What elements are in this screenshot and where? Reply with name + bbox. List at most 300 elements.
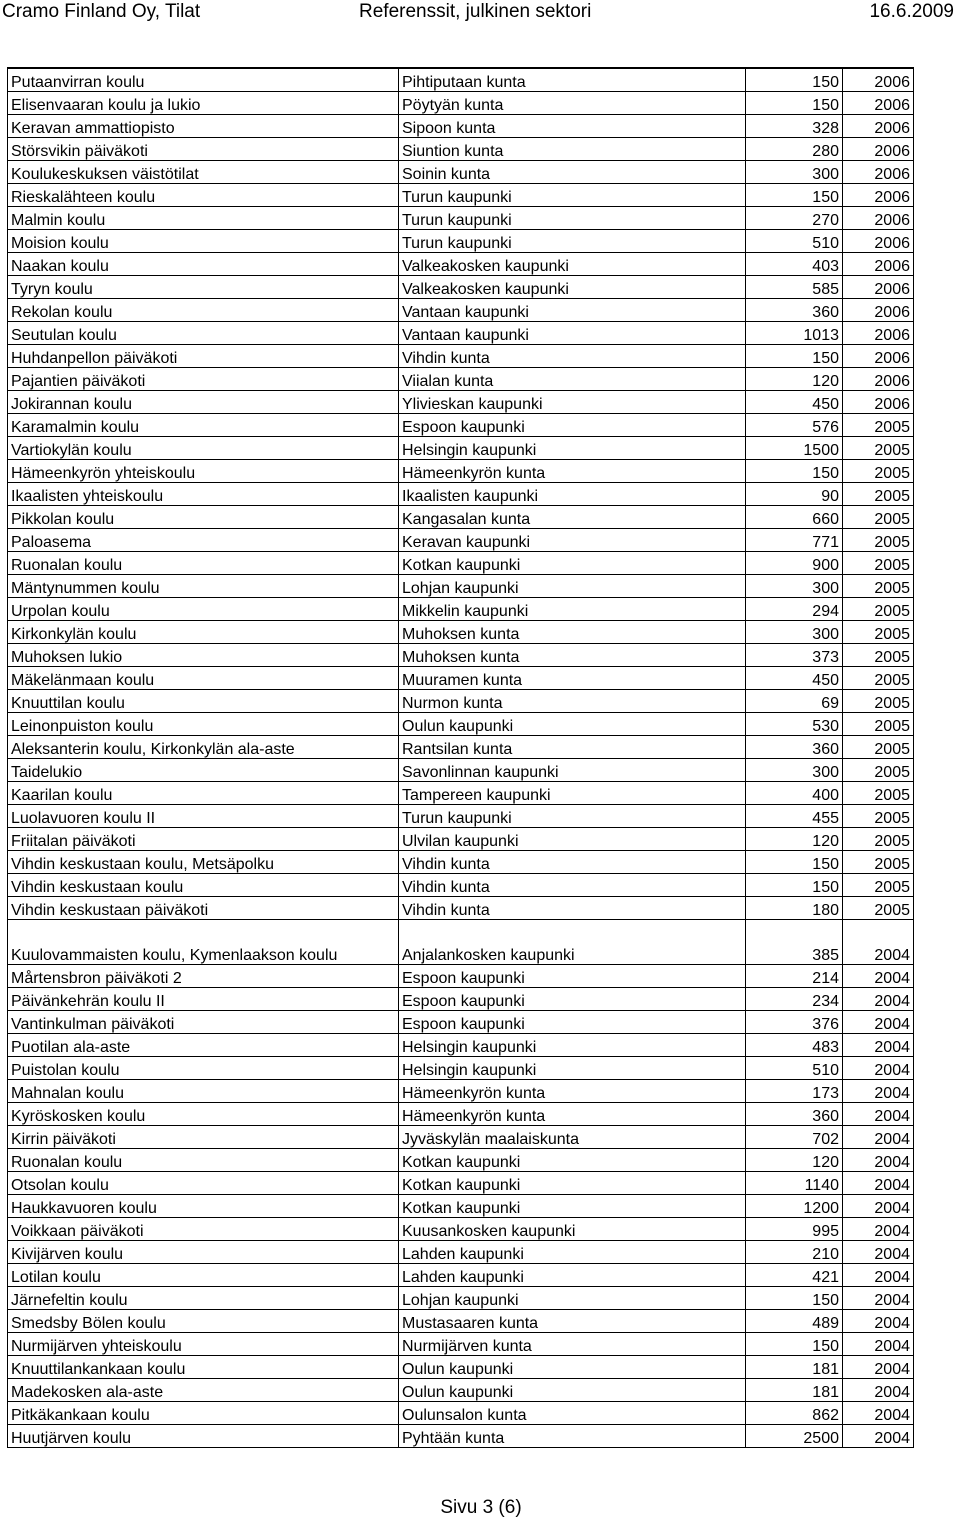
- size-cell: 510: [746, 1057, 843, 1080]
- size-cell: 1013: [746, 322, 843, 345]
- client-cell: Tampereen kaupunki: [399, 782, 746, 805]
- size-cell: 150: [746, 1287, 843, 1310]
- project-name-cell: Vihdin keskustaan koulu: [8, 874, 399, 897]
- client-cell: Helsingin kaupunki: [399, 437, 746, 460]
- client-cell: Turun kaupunki: [399, 207, 746, 230]
- table-row: [8, 690, 914, 713]
- year-cell: 2005: [843, 552, 914, 575]
- year-cell: 2004: [843, 1356, 914, 1379]
- table-row: [8, 1034, 914, 1057]
- size-cell: 180: [746, 897, 843, 920]
- year-cell: 2004: [843, 988, 914, 1011]
- year-cell: 2005: [843, 644, 914, 667]
- year-cell: 2004: [843, 1149, 914, 1172]
- client-cell: Espoon kaupunki: [399, 988, 746, 1011]
- client-cell: Sipoon kunta: [399, 115, 746, 138]
- year-cell: 2005: [843, 460, 914, 483]
- client-cell: Oulun kaupunki: [399, 1356, 746, 1379]
- size-cell: 1140: [746, 1172, 843, 1195]
- table-row: [8, 874, 914, 897]
- size-cell: 150: [746, 92, 843, 115]
- table-row: [8, 1172, 914, 1195]
- client-cell: Valkeakosken kaupunki: [399, 253, 746, 276]
- page-number: Sivu 3 (6): [440, 1497, 522, 1518]
- size-cell: 2500: [746, 1425, 843, 1448]
- size-cell: 120: [746, 368, 843, 391]
- year-cell: 2004: [843, 1103, 914, 1126]
- year-cell: 2006: [843, 115, 914, 138]
- size-cell: 294: [746, 598, 843, 621]
- table-row: [8, 828, 914, 851]
- size-cell: 660: [746, 506, 843, 529]
- client-cell: Vihdin kunta: [399, 345, 746, 368]
- size-cell: 995: [746, 1218, 843, 1241]
- project-name-cell: Nurmijärven yhteiskoulu: [8, 1333, 399, 1356]
- size-cell: 450: [746, 667, 843, 690]
- client-cell: Kotkan kaupunki: [399, 1195, 746, 1218]
- project-name-cell: Lotilan koulu: [8, 1264, 399, 1287]
- project-name-cell: Pajantien päiväkoti: [8, 368, 399, 391]
- size-cell: 270: [746, 207, 843, 230]
- project-name-cell: Vantinkulman päiväkoti: [8, 1011, 399, 1034]
- project-name-cell: Kyröskosken koulu: [8, 1103, 399, 1126]
- header-date: 16.6.2009: [869, 1, 954, 22]
- size-cell: 373: [746, 644, 843, 667]
- client-cell: Helsingin kaupunki: [399, 1057, 746, 1080]
- project-name-cell: Friitalan päiväkoti: [8, 828, 399, 851]
- size-cell: 280: [746, 138, 843, 161]
- size-cell: 403: [746, 253, 843, 276]
- table-row: [8, 1080, 914, 1103]
- size-cell: 234: [746, 988, 843, 1011]
- size-cell: 360: [746, 1103, 843, 1126]
- client-cell: Pihtiputaan kunta: [399, 68, 746, 92]
- client-cell: Lahden kaupunki: [399, 1241, 746, 1264]
- table-row: [8, 184, 914, 207]
- client-cell: Vantaan kaupunki: [399, 322, 746, 345]
- client-cell: Espoon kaupunki: [399, 965, 746, 988]
- year-cell: 2006: [843, 345, 914, 368]
- size-cell: 483: [746, 1034, 843, 1057]
- table-row: [8, 759, 914, 782]
- client-cell: Muuramen kunta: [399, 667, 746, 690]
- size-cell: 210: [746, 1241, 843, 1264]
- size-cell: 489: [746, 1310, 843, 1333]
- header-section: Referenssit, julkinen sektori: [359, 1, 592, 22]
- year-cell: 2004: [843, 1057, 914, 1080]
- table-row: [8, 414, 914, 437]
- project-name-cell: Pitkäkankaan koulu: [8, 1402, 399, 1425]
- table-row: [8, 230, 914, 253]
- size-cell: 450: [746, 391, 843, 414]
- size-cell: 150: [746, 874, 843, 897]
- client-cell: Kangasalan kunta: [399, 506, 746, 529]
- project-name-cell: Leinonpuiston koulu: [8, 713, 399, 736]
- client-cell: Pöytyän kunta: [399, 92, 746, 115]
- table-row: [8, 1218, 914, 1241]
- client-cell: Mustasaaren kunta: [399, 1310, 746, 1333]
- table-row: [8, 345, 914, 368]
- size-cell: 530: [746, 713, 843, 736]
- year-cell: 2004: [843, 1034, 914, 1057]
- year-cell: 2004: [843, 1402, 914, 1425]
- year-cell: 2004: [843, 1425, 914, 1448]
- year-cell: 2005: [843, 667, 914, 690]
- client-cell: Kotkan kaupunki: [399, 552, 746, 575]
- project-name-cell: Huutjärven koulu: [8, 1425, 399, 1448]
- year-cell: 2005: [843, 437, 914, 460]
- project-name-cell: Mahnalan koulu: [8, 1080, 399, 1103]
- year-cell: 2005: [843, 506, 914, 529]
- project-name-cell: Muhoksen lukio: [8, 644, 399, 667]
- size-cell: 455: [746, 805, 843, 828]
- client-cell: Oulun kaupunki: [399, 713, 746, 736]
- table-row: [8, 1356, 914, 1379]
- table-row: [8, 368, 914, 391]
- size-cell: 173: [746, 1080, 843, 1103]
- client-cell: Kotkan kaupunki: [399, 1149, 746, 1172]
- table-row: [8, 736, 914, 759]
- project-name-cell: Madekosken ala-aste: [8, 1379, 399, 1402]
- project-name-cell: Jokirannan koulu: [8, 391, 399, 414]
- project-name-cell: Pikkolan koulu: [8, 506, 399, 529]
- project-name-cell: Kirrin päiväkoti: [8, 1126, 399, 1149]
- client-cell: Lohjan kaupunki: [399, 1287, 746, 1310]
- year-cell: 2006: [843, 253, 914, 276]
- size-cell: 385: [746, 920, 843, 965]
- client-cell: Savonlinnan kaupunki: [399, 759, 746, 782]
- year-cell: 2004: [843, 1310, 914, 1333]
- table-row: [8, 598, 914, 621]
- size-cell: 510: [746, 230, 843, 253]
- size-cell: 585: [746, 276, 843, 299]
- size-cell: 69: [746, 690, 843, 713]
- table-row: [8, 805, 914, 828]
- page-footer: [0, 1497, 960, 1519]
- table-row: [8, 1333, 914, 1356]
- year-cell: 2005: [843, 690, 914, 713]
- year-cell: 2005: [843, 736, 914, 759]
- project-name-cell: Paloasema: [8, 529, 399, 552]
- client-cell: Nurmijärven kunta: [399, 1333, 746, 1356]
- project-name-cell: Ruonalan koulu: [8, 552, 399, 575]
- client-cell: Jyväskylän maalaiskunta: [399, 1126, 746, 1149]
- table-row: [8, 161, 914, 184]
- table-row: [8, 920, 914, 965]
- project-name-cell: Naakan koulu: [8, 253, 399, 276]
- table-row: [8, 667, 914, 690]
- reference-table: [7, 67, 914, 1448]
- year-cell: 2004: [843, 920, 914, 965]
- client-cell: Espoon kaupunki: [399, 414, 746, 437]
- client-cell: Pyhtään kunta: [399, 1425, 746, 1448]
- client-cell: Anjalankosken kaupunki: [399, 920, 746, 965]
- size-cell: 150: [746, 460, 843, 483]
- client-cell: Keravan kaupunki: [399, 529, 746, 552]
- client-cell: Vihdin kunta: [399, 897, 746, 920]
- size-cell: 771: [746, 529, 843, 552]
- size-cell: 862: [746, 1402, 843, 1425]
- year-cell: 2005: [843, 713, 914, 736]
- year-cell: 2005: [843, 759, 914, 782]
- project-name-cell: Puotilan ala-aste: [8, 1034, 399, 1057]
- size-cell: 900: [746, 552, 843, 575]
- table-row: [8, 1287, 914, 1310]
- year-cell: 2005: [843, 851, 914, 874]
- size-cell: 181: [746, 1379, 843, 1402]
- year-cell: 2006: [843, 322, 914, 345]
- project-name-cell: Rieskalähteen koulu: [8, 184, 399, 207]
- table-row: [8, 713, 914, 736]
- table-row: [8, 1149, 914, 1172]
- project-name-cell: Hämeenkyrön yhteiskoulu: [8, 460, 399, 483]
- size-cell: 328: [746, 115, 843, 138]
- table-row: [8, 68, 914, 92]
- year-cell: 2005: [843, 805, 914, 828]
- year-cell: 2005: [843, 897, 914, 920]
- table-row: [8, 1126, 914, 1149]
- client-cell: Muhoksen kunta: [399, 644, 746, 667]
- year-cell: 2004: [843, 1264, 914, 1287]
- client-cell: Vantaan kaupunki: [399, 299, 746, 322]
- client-cell: Lohjan kaupunki: [399, 575, 746, 598]
- project-name-cell: Elisenvaaran koulu ja lukio: [8, 92, 399, 115]
- size-cell: 376: [746, 1011, 843, 1034]
- year-cell: 2005: [843, 529, 914, 552]
- client-cell: Ylivieskan kaupunki: [399, 391, 746, 414]
- size-cell: 150: [746, 851, 843, 874]
- size-cell: 300: [746, 575, 843, 598]
- year-cell: 2006: [843, 161, 914, 184]
- client-cell: Oulun kaupunki: [399, 1379, 746, 1402]
- size-cell: 150: [746, 345, 843, 368]
- client-cell: Vihdin kunta: [399, 874, 746, 897]
- year-cell: 2005: [843, 598, 914, 621]
- year-cell: 2004: [843, 1287, 914, 1310]
- table-row: [8, 1103, 914, 1126]
- size-cell: 150: [746, 184, 843, 207]
- table-row: [8, 483, 914, 506]
- project-name-cell: Kuulovammaisten koulu, Kymenlaakson koulu: [8, 920, 399, 965]
- client-cell: Helsingin kaupunki: [399, 1034, 746, 1057]
- table-row: [8, 644, 914, 667]
- year-cell: 2004: [843, 1218, 914, 1241]
- size-cell: 214: [746, 965, 843, 988]
- size-cell: 120: [746, 828, 843, 851]
- year-cell: 2006: [843, 391, 914, 414]
- client-cell: Viialan kunta: [399, 368, 746, 391]
- project-name-cell: Malmin koulu: [8, 207, 399, 230]
- table-row: [8, 1241, 914, 1264]
- client-cell: Lahden kaupunki: [399, 1264, 746, 1287]
- year-cell: 2006: [843, 230, 914, 253]
- year-cell: 2006: [843, 207, 914, 230]
- project-name-cell: Vihdin keskustaan koulu, Metsäpolku: [8, 851, 399, 874]
- table-row: [8, 460, 914, 483]
- size-cell: 150: [746, 1333, 843, 1356]
- year-cell: 2006: [843, 184, 914, 207]
- client-cell: Valkeakosken kaupunki: [399, 276, 746, 299]
- size-cell: 181: [746, 1356, 843, 1379]
- project-name-cell: Aleksanterin koulu, Kirkonkylän ala-aste: [8, 736, 399, 759]
- project-name-cell: Taidelukio: [8, 759, 399, 782]
- size-cell: 360: [746, 299, 843, 322]
- table-row: [8, 92, 914, 115]
- year-cell: 2005: [843, 874, 914, 897]
- project-name-cell: Karamalmin koulu: [8, 414, 399, 437]
- size-cell: 1500: [746, 437, 843, 460]
- project-name-cell: Otsolan koulu: [8, 1172, 399, 1195]
- project-name-cell: Knuuttilankankaan koulu: [8, 1356, 399, 1379]
- table-row: [8, 322, 914, 345]
- table-row: [8, 138, 914, 161]
- size-cell: 400: [746, 782, 843, 805]
- project-name-cell: Puistolan koulu: [8, 1057, 399, 1080]
- size-cell: 421: [746, 1264, 843, 1287]
- project-name-cell: Mäkelänmaan koulu: [8, 667, 399, 690]
- table-row: [8, 1264, 914, 1287]
- project-name-cell: Urpolan koulu: [8, 598, 399, 621]
- table-row: [8, 276, 914, 299]
- project-name-cell: Huhdanpellon päiväkoti: [8, 345, 399, 368]
- client-cell: Rantsilan kunta: [399, 736, 746, 759]
- year-cell: 2004: [843, 1241, 914, 1264]
- size-cell: 120: [746, 1149, 843, 1172]
- project-name-cell: Vartiokylän koulu: [8, 437, 399, 460]
- table-row: [8, 965, 914, 988]
- year-cell: 2006: [843, 92, 914, 115]
- project-name-cell: Keravan ammattiopisto: [8, 115, 399, 138]
- client-cell: Siuntion kunta: [399, 138, 746, 161]
- size-cell: 300: [746, 161, 843, 184]
- size-cell: 150: [746, 68, 843, 92]
- client-cell: Turun kaupunki: [399, 184, 746, 207]
- table-row: [8, 207, 914, 230]
- project-name-cell: Störsvikin päiväkoti: [8, 138, 399, 161]
- client-cell: Hämeenkyrön kunta: [399, 1080, 746, 1103]
- year-cell: 2005: [843, 575, 914, 598]
- year-cell: 2004: [843, 1080, 914, 1103]
- table-row: [8, 1379, 914, 1402]
- project-name-cell: Ikaalisten yhteiskoulu: [8, 483, 399, 506]
- year-cell: 2006: [843, 276, 914, 299]
- year-cell: 2005: [843, 414, 914, 437]
- size-cell: 360: [746, 736, 843, 759]
- page-header: [0, 0, 960, 24]
- table-row: [8, 1011, 914, 1034]
- size-cell: 300: [746, 621, 843, 644]
- project-name-cell: Haukkavuoren koulu: [8, 1195, 399, 1218]
- year-cell: 2004: [843, 1126, 914, 1149]
- size-cell: 90: [746, 483, 843, 506]
- table-row: [8, 299, 914, 322]
- table-row: [8, 621, 914, 644]
- year-cell: 2005: [843, 782, 914, 805]
- year-cell: 2005: [843, 621, 914, 644]
- year-cell: 2004: [843, 1172, 914, 1195]
- table-row: [8, 851, 914, 874]
- size-cell: 1200: [746, 1195, 843, 1218]
- client-cell: Turun kaupunki: [399, 805, 746, 828]
- client-cell: Kotkan kaupunki: [399, 1172, 746, 1195]
- table-row: [8, 575, 914, 598]
- year-cell: 2004: [843, 1011, 914, 1034]
- year-cell: 2005: [843, 483, 914, 506]
- client-cell: Turun kaupunki: [399, 230, 746, 253]
- table-row: [8, 506, 914, 529]
- project-name-cell: Päivänkehrän koulu II: [8, 988, 399, 1011]
- table-row: [8, 391, 914, 414]
- table-row: [8, 1402, 914, 1425]
- project-name-cell: Knuuttilan koulu: [8, 690, 399, 713]
- project-name-cell: Moision koulu: [8, 230, 399, 253]
- project-name-cell: Seutulan koulu: [8, 322, 399, 345]
- year-cell: 2004: [843, 1333, 914, 1356]
- table-row: [8, 1310, 914, 1333]
- client-cell: Soinin kunta: [399, 161, 746, 184]
- year-cell: 2006: [843, 138, 914, 161]
- size-cell: 702: [746, 1126, 843, 1149]
- project-name-cell: Tyryn koulu: [8, 276, 399, 299]
- client-cell: Vihdin kunta: [399, 851, 746, 874]
- size-cell: 576: [746, 414, 843, 437]
- project-name-cell: Järnefeltin koulu: [8, 1287, 399, 1310]
- project-name-cell: Koulukeskuksen väistötilat: [8, 161, 399, 184]
- table-row: [8, 1425, 914, 1448]
- table-row: [8, 1195, 914, 1218]
- table-row: [8, 115, 914, 138]
- client-cell: Ulvilan kaupunki: [399, 828, 746, 851]
- year-cell: 2004: [843, 1195, 914, 1218]
- size-cell: 300: [746, 759, 843, 782]
- project-name-cell: Putaanvirran koulu: [8, 68, 399, 92]
- project-name-cell: Kirkonkylän koulu: [8, 621, 399, 644]
- client-cell: Ikaalisten kaupunki: [399, 483, 746, 506]
- project-name-cell: Ruonalan koulu: [8, 1149, 399, 1172]
- year-cell: 2006: [843, 68, 914, 92]
- project-name-cell: Rekolan koulu: [8, 299, 399, 322]
- client-cell: Mikkelin kaupunki: [399, 598, 746, 621]
- year-cell: 2005: [843, 828, 914, 851]
- client-cell: Espoon kaupunki: [399, 1011, 746, 1034]
- year-cell: 2006: [843, 368, 914, 391]
- table-row: [8, 529, 914, 552]
- year-cell: 2004: [843, 1379, 914, 1402]
- table-row: [8, 782, 914, 805]
- header-company: Cramo Finland Oy, Tilat: [2, 1, 201, 22]
- project-name-cell: Vihdin keskustaan päiväkoti: [8, 897, 399, 920]
- project-name-cell: Voikkaan päiväkoti: [8, 1218, 399, 1241]
- client-cell: Muhoksen kunta: [399, 621, 746, 644]
- project-name-cell: Mårtensbron päiväkoti 2: [8, 965, 399, 988]
- table-row: [8, 552, 914, 575]
- year-cell: 2006: [843, 299, 914, 322]
- project-name-cell: Smedsby Bölen koulu: [8, 1310, 399, 1333]
- table-row: [8, 897, 914, 920]
- table-row: [8, 253, 914, 276]
- year-cell: 2004: [843, 965, 914, 988]
- client-cell: Hämeenkyrön kunta: [399, 460, 746, 483]
- table-row: [8, 437, 914, 460]
- table-row: [8, 1057, 914, 1080]
- project-name-cell: Mäntynummen koulu: [8, 575, 399, 598]
- project-name-cell: Kivijärven koulu: [8, 1241, 399, 1264]
- project-name-cell: Luolavuoren koulu II: [8, 805, 399, 828]
- project-name-cell: Kaarilan koulu: [8, 782, 399, 805]
- client-cell: Kuusankosken kaupunki: [399, 1218, 746, 1241]
- table-row: [8, 988, 914, 1011]
- client-cell: Hämeenkyrön kunta: [399, 1103, 746, 1126]
